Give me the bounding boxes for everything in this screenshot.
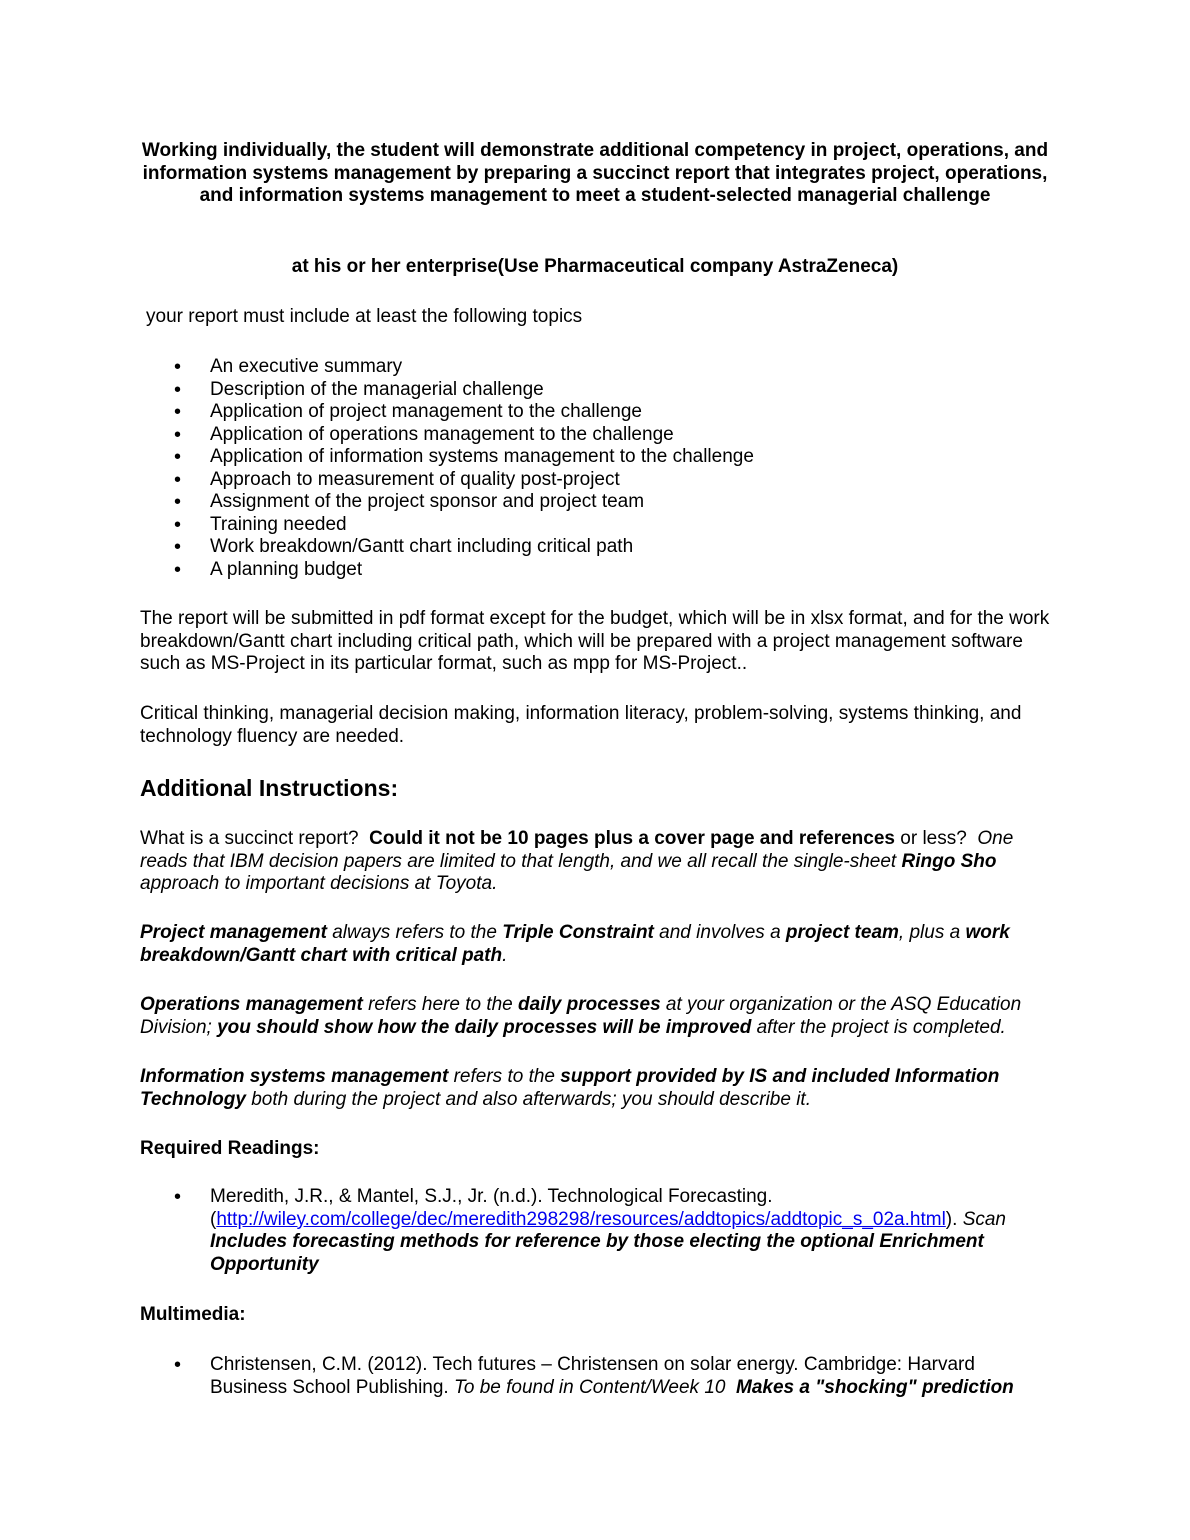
topics-intro: your report must include at least the following topics <box>146 306 583 327</box>
additional-instructions-heading: Additional Instructions: <box>140 775 399 801</box>
operations-management-paragraph: Operations management refers here to the daily processes at your organization or the ASQ Education Division; you should show how the daily processes will be improved after the project is completed. <box>140 994 1022 1038</box>
list-item: • Application of operations management to the challenge <box>210 424 754 447</box>
list-item: • Work breakdown/Gantt chart including critical path <box>210 536 754 559</box>
list-item: • Christensen, C.M. (2012). Tech futures – Christensen on solar energy. Cambridge: Harvard Business School Publishing. To be found in Content/Week 10 Makes a "shocking" prediction <box>210 1354 1050 1399</box>
submission-paragraph: The report will be submitted in pdf format except for the budget, which will be in xlsx format, and for the work breakdown/Gantt chart including critical path, which will be prepared with a project management software such as MS-Project in its particular format, such as mpp for MS-Project.. <box>140 608 1050 674</box>
list-item: • Training needed <box>210 514 754 537</box>
required-readings-heading: Required Readings: <box>140 1138 320 1159</box>
skills-paragraph: Critical thinking, managerial decision making, information literacy, problem-solving, systems thinking, and technology fluency are needed. <box>140 703 1022 747</box>
list-item: • An executive summary <box>210 356 754 379</box>
list-item: • Application of project management to the challenge <box>210 401 754 424</box>
reading-link[interactable]: http://wiley.com/college/dec/meredith298298/resources/addtopics/addtopic_s_02a.html <box>216 1208 946 1230</box>
assignment-title: Working individually, the student will demonstrate additional competency in project, operations, and information systems management by preparing a succinct report that integrates project, operations, and information systems management to meet a student-selected managerial challenge <box>141 140 1049 206</box>
assignment-subtitle: at his or her enterprise(Use Pharmaceutical company AstraZeneca) <box>291 256 899 277</box>
readings-list <box>210 1186 1050 1276</box>
list-item: • Description of the managerial challenge <box>210 379 754 402</box>
multimedia-heading: Multimedia: <box>140 1304 246 1325</box>
list-item: • A planning budget <box>210 559 754 582</box>
information-systems-paragraph: Information systems management refers to the support provided by IS and included Information Technology both during the project and also afterwards; you should describe it. <box>140 1066 1000 1110</box>
topics-list <box>210 356 754 581</box>
list-item: • Meredith, J.R., & Mantel, S.J., Jr. (n.d.). Technological Forecasting. (http://wiley.com/college/dec/meredith298298/resources/addtopics/addtopic_s_02a.html). Scan Includes forecasting methods for reference by those electing the optional Enrichment Opportunity <box>210 1186 1050 1276</box>
succinct-paragraph: What is a succinct report? Could it not be 10 pages plus a cover page and references or less? One reads that IBM decision papers are limited to that length, and we all recall the single-sheet Ringo Sho approach to important decisions at Toyota. <box>140 828 1014 894</box>
list-item: • Approach to measurement of quality post-project <box>210 469 754 492</box>
list-item: • Assignment of the project sponsor and project team <box>210 491 754 514</box>
list-item: • Application of information systems management to the challenge <box>210 446 754 469</box>
project-management-paragraph: Project management always refers to the Triple Constraint and involves a project team, plus a work breakdown/Gantt chart with critical path. <box>140 922 1010 966</box>
multimedia-list <box>210 1354 1050 1399</box>
